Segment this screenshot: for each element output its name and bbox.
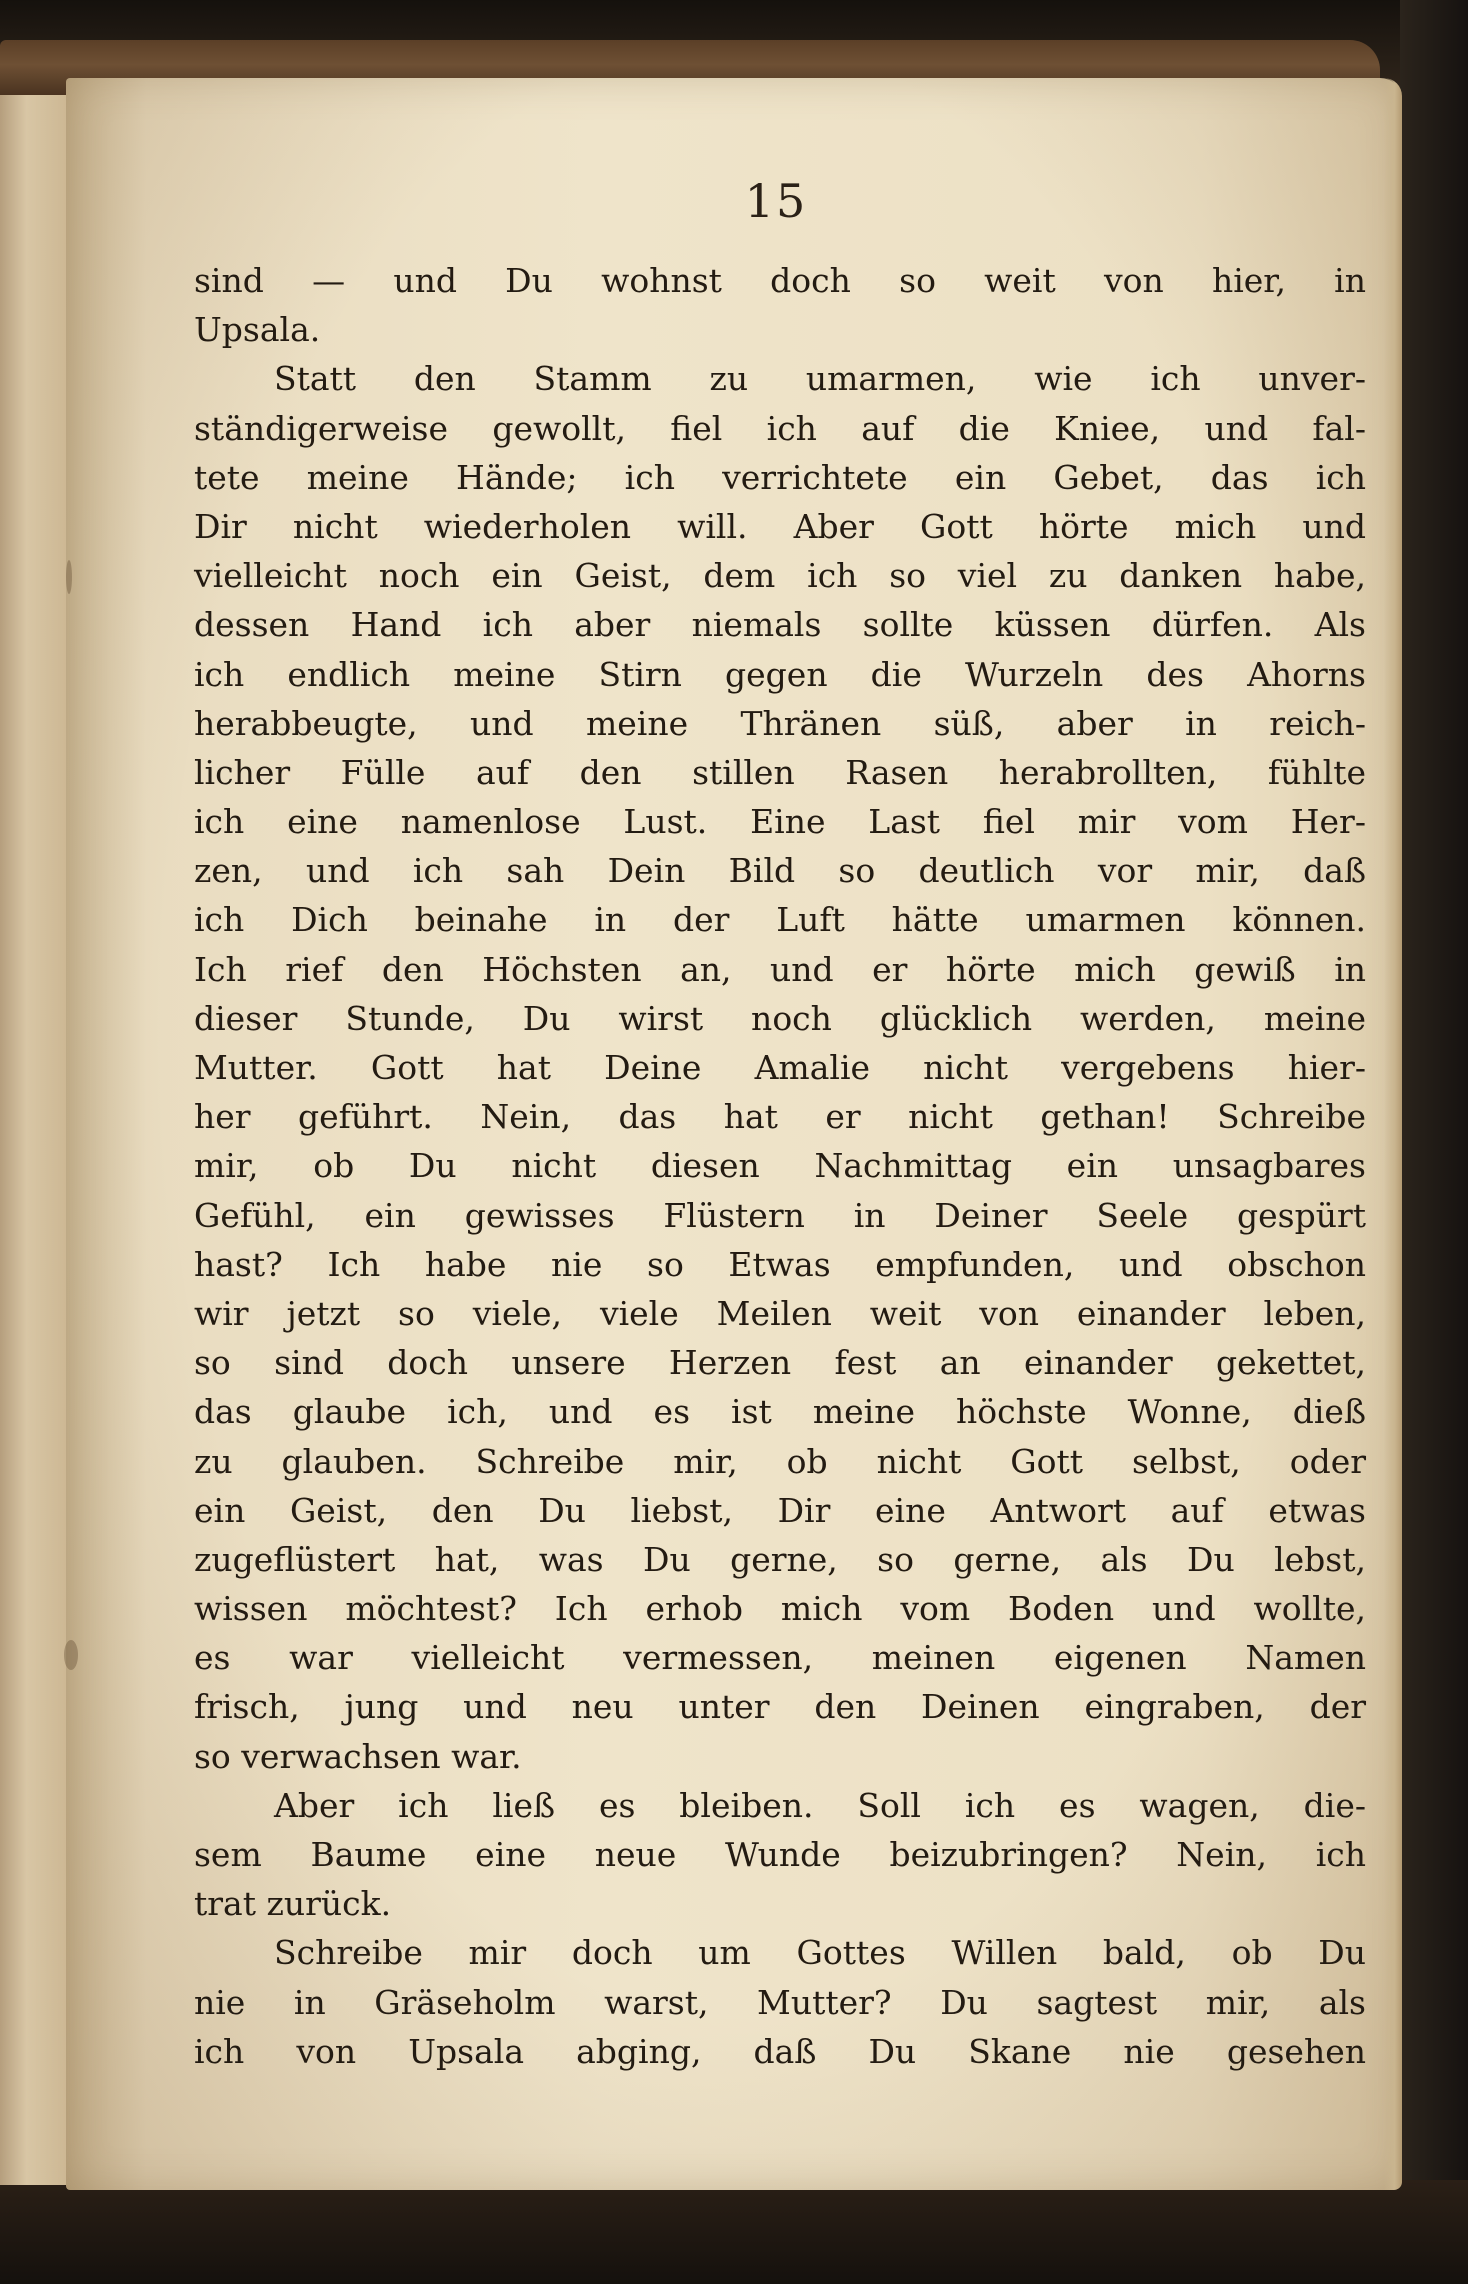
page-number: 15 <box>744 174 808 228</box>
text-line: es war vielleicht vermessen, meinen eigenen Namen <box>194 1638 1366 1678</box>
text-line: trat zurück. <box>194 1884 392 1924</box>
text-line: licher Fülle auf den stillen Rasen herabrollten, fühlte <box>194 752 1366 792</box>
text-line: sem Baume eine neue Wunde beizubringen? Nein, ich <box>194 1835 1366 1874</box>
text-line: Dir nicht wiederholen will. Aber Gott hörte mich und <box>194 506 1366 546</box>
text-line: Upsala. <box>194 310 321 350</box>
text-line: dieser Stunde, Du wirst noch glücklich werden, meine <box>194 998 1366 1038</box>
text-line: her geführt. Nein, das hat er nicht gethan! Schreibe <box>194 1097 1366 1137</box>
text-line: herabbeugte, und meine Thränen süß, aber in reich- <box>194 703 1366 743</box>
text-line: zen, und ich sah Dein Bild so deutlich vor mir, daß <box>194 851 1366 891</box>
text-line: Aber ich ließ es bleiben. Soll ich es wagen, die- <box>274 1785 1366 1825</box>
text-line: ein Geist, den Du liebst, Dir eine Antwort auf etwas <box>194 1490 1366 1530</box>
text-line: Ich rief den Höchsten an, und er hörte mich gewiß in <box>194 949 1366 989</box>
text-line: ständigerweise gewollt, fiel ich auf die Kniee, und fal- <box>194 408 1366 448</box>
text-line: sind — und Du wohnst doch so weit von hier, in <box>194 261 1366 300</box>
previous-page-edge <box>0 95 69 2185</box>
book-cover-bottom <box>0 2180 1468 2284</box>
text-line: wissen möchtest? Ich erhob mich vom Boden und wollte, <box>194 1589 1366 1629</box>
text-line: ich eine namenlose Lust. Eine Last fiel mir vom Her- <box>194 802 1366 842</box>
text-line: das glaube ich, und es ist meine höchste Wonne, dieß <box>194 1392 1366 1432</box>
page-text <box>194 256 1366 2076</box>
ink-spot <box>66 560 72 594</box>
text-line: so sind doch unsere Herzen fest an einander gekettet, <box>194 1343 1366 1383</box>
text-line: so verwachsen war. <box>194 1736 522 1776</box>
text-line: vielleicht noch ein Geist, dem ich so viel zu danken habe, <box>194 556 1366 596</box>
text-line: tete meine Hände; ich verrichtete ein Gebet, das ich <box>194 457 1366 497</box>
text-line: ich Dich beinahe in der Luft hätte umarmen können. <box>194 900 1366 940</box>
text-line: frisch, jung und neu unter den Deinen eingraben, der <box>194 1687 1366 1727</box>
text-line: Statt den Stamm zu umarmen, wie ich unver- <box>274 359 1366 399</box>
text-line: Gefühl, ein gewisses Flüstern in Deiner Seele gespürt <box>194 1195 1366 1235</box>
text-line: nie in Gräseholm warst, Mutter? Du sagtest mir, als <box>194 1982 1366 2022</box>
ink-spot <box>64 1640 78 1670</box>
book-cover-right <box>1400 0 1468 2284</box>
text-line: Mutter. Gott hat Deine Amalie nicht vergebens hier- <box>194 1048 1366 1087</box>
text-line: mir, ob Du nicht diesen Nachmittag ein unsagbares <box>194 1146 1366 1186</box>
book-page <box>66 78 1402 2190</box>
text-line: ich von Upsala abging, daß Du Skane nie gesehen <box>194 2031 1366 2071</box>
page-fore-edge <box>1384 78 1402 2190</box>
text-line: hast? Ich habe nie so Etwas empfunden, und obschon <box>194 1244 1366 1284</box>
text-line: Schreibe mir doch um Gottes Willen bald, ob Du <box>274 1933 1366 1973</box>
text-line: wir jetzt so viele, viele Meilen weit von einander leben, <box>194 1293 1366 1333</box>
text-line: ich endlich meine Stirn gegen die Wurzeln des Ahorns <box>194 654 1366 694</box>
text-line: dessen Hand ich aber niemals sollte küssen dürfen. Als <box>194 605 1366 645</box>
text-line: zugeflüstert hat, was Du gerne, so gerne, als Du lebst, <box>194 1539 1366 1579</box>
text-line: zu glauben. Schreibe mir, ob nicht Gott selbst, oder <box>194 1441 1366 1481</box>
